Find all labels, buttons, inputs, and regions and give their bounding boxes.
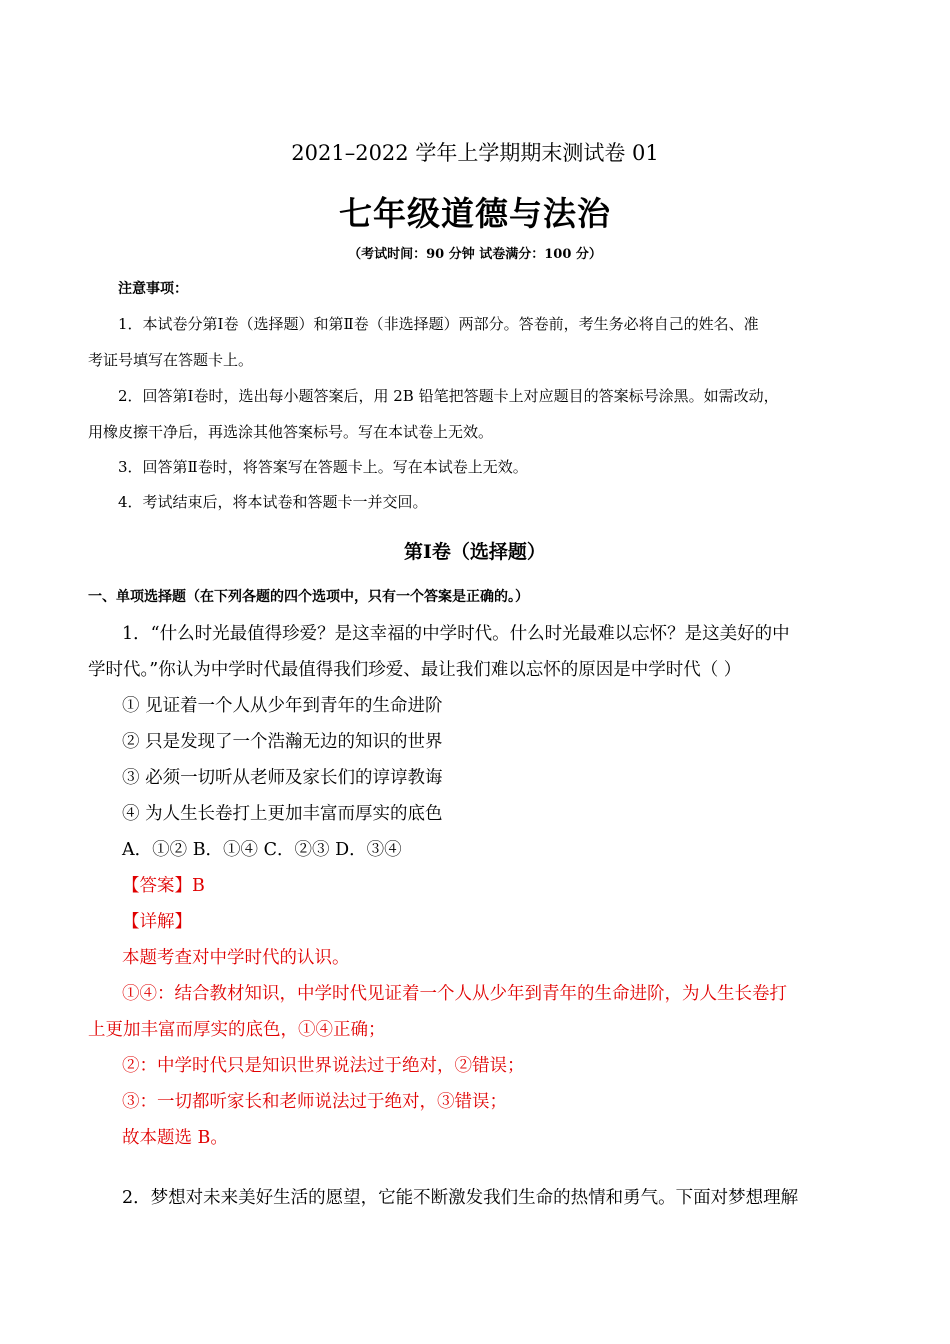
question-1-choices: A．①② B．①④ C．②③ D．③④: [122, 840, 402, 860]
question-1-stem: 1．“什么时光最值得珍爱？是这幸福的中学时代。什么时光最难以忘怀？是这美好的中: [122, 624, 790, 644]
question-1-option: ④ 为人生长卷打上更加丰富而厚实的底色: [122, 804, 443, 824]
answer-label: 【答案】B: [122, 876, 205, 896]
note-line: 2．回答第Ⅰ卷时，选出每小题答案后，用 2B 铅笔把答题卡上对应题目的答案标号涂黑。如需改动，: [118, 387, 779, 405]
note-line: 4．考试结束后，将本试卷和答题卡一并交回。: [118, 493, 428, 511]
explain-line: 故本题选 B。: [122, 1128, 228, 1148]
exam-title: 2021–2022 学年上学期期末测试卷 01: [291, 141, 659, 165]
explain-label: 【详解】: [122, 912, 192, 932]
notes-heading: 注意事项：: [118, 281, 188, 297]
exam-meta: （考试时间：90 分钟 试卷满分：100 分）: [348, 247, 602, 262]
explain-line: 本题考查对中学时代的认识。: [122, 948, 350, 968]
section-title: 第Ⅰ卷（选择题）: [404, 541, 546, 563]
question-1-option: ② 只是发现了一个浩瀚无边的知识的世界: [122, 732, 443, 752]
note-line: 考证号填写在答题卡上。: [88, 351, 254, 369]
note-line: 1．本试卷分第Ⅰ卷（选择题）和第Ⅱ卷（非选择题）两部分。答卷前，考生务必将自己的姓名、准: [118, 315, 759, 333]
question-1-option: ① 见证着一个人从少年到青年的生命进阶: [122, 696, 443, 716]
explain-line: ③：一切都听家长和老师说法过于绝对，③错误；: [122, 1092, 507, 1112]
question-1-option: ③ 必须一切听从老师及家长们的谆谆教诲: [122, 768, 443, 788]
explain-line: ①④：结合教材知识，中学时代见证着一个人从少年到青年的生命进阶，为人生长卷打: [122, 984, 787, 1004]
note-line: 3．回答第Ⅱ卷时，将答案写在答题卡上。写在本试卷上无效。: [118, 458, 528, 476]
question-1-stem: 学时代。”你认为中学时代最值得我们珍爱、最让我们难以忘怀的原因是中学时代（ ）: [88, 660, 742, 680]
explain-line: 上更加丰富而厚实的底色，①④正确；: [88, 1020, 386, 1040]
explain-line: ②：中学时代只是知识世界说法过于绝对，②错误；: [122, 1056, 525, 1076]
subject-title: 七年级道德与法治: [339, 194, 611, 233]
note-line: 用橡皮擦干净后，再选涂其他答案标号。写在本试卷上无效。: [88, 423, 494, 441]
question-2-stem: 2．梦想对未来美好生活的愿望，它能不断激发我们生命的热情和勇气。下面对梦想理解: [122, 1188, 799, 1208]
section-subtitle: 一、单项选择题（在下列各题的四个选项中，只有一个答案是正确的。）: [88, 589, 529, 605]
